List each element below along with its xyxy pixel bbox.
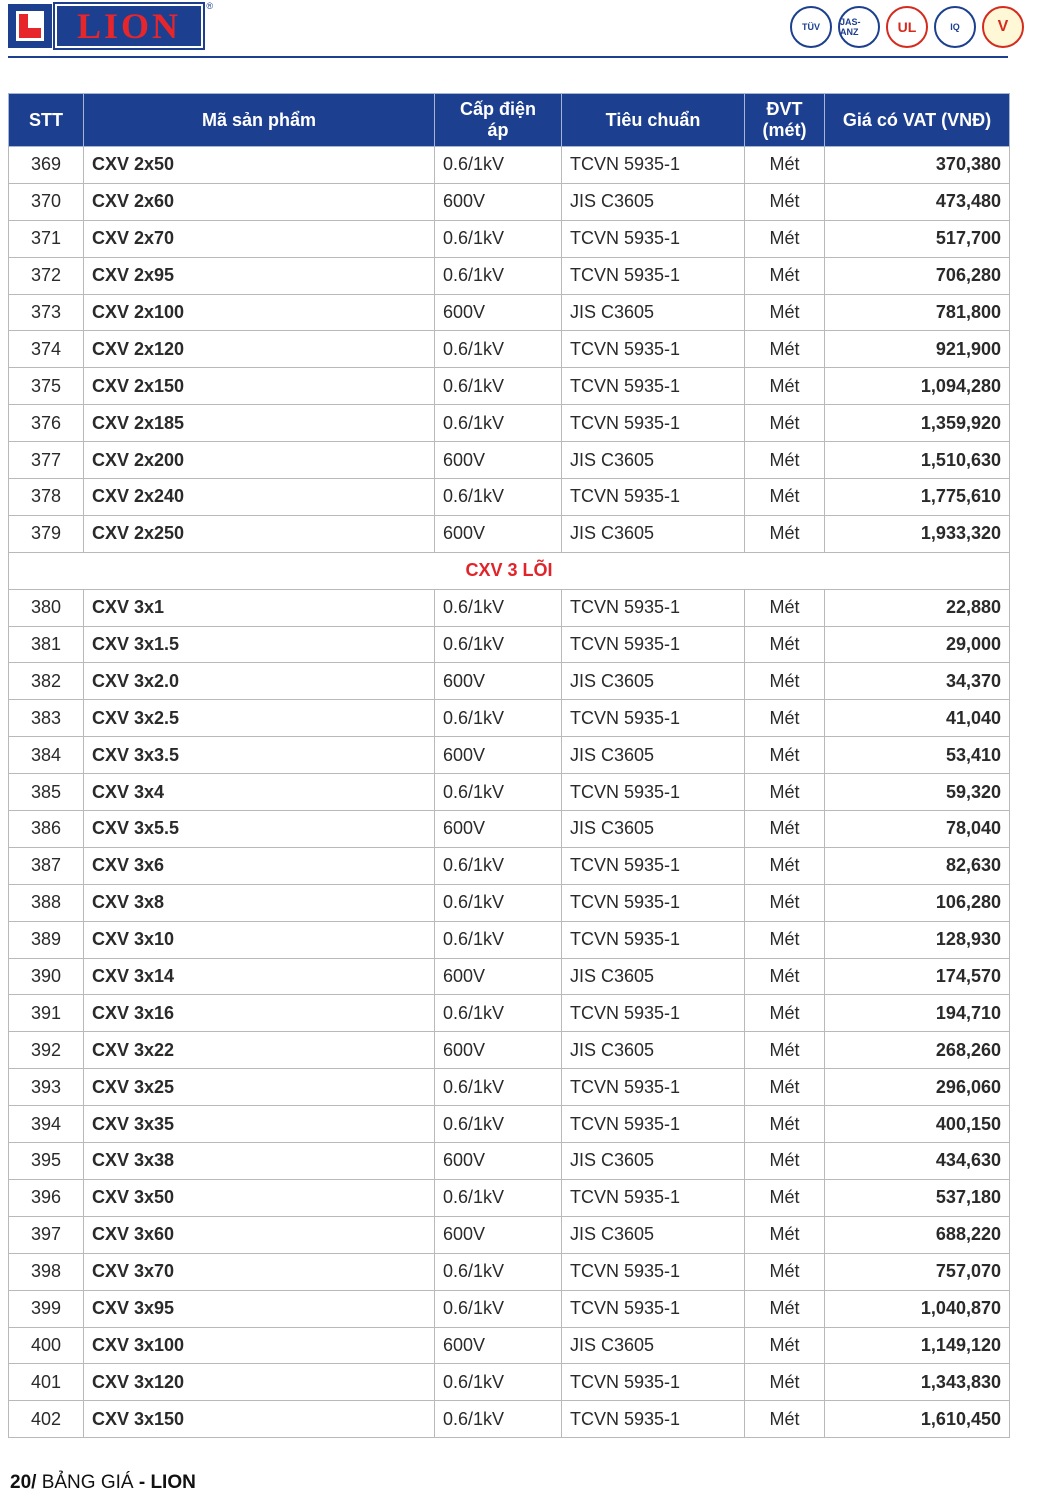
row-unit: Mét [745, 1253, 825, 1290]
row-unit: Mét [745, 220, 825, 257]
row-voltage: 600V [435, 811, 562, 848]
row-product-code: CXV 3x6 [84, 847, 435, 884]
column-header-standard: Tiêu chuẩn [562, 94, 745, 147]
row-unit: Mét [745, 811, 825, 848]
row-product-code: CXV 2x240 [84, 479, 435, 516]
section-title: CXV 3 LÕI [9, 552, 1010, 589]
row-unit: Mét [745, 1290, 825, 1327]
row-product-code: CXV 3x10 [84, 921, 435, 958]
row-unit: Mét [745, 515, 825, 552]
row-unit: Mét [745, 442, 825, 479]
row-standard: TCVN 5935-1 [562, 368, 745, 405]
row-price: 59,320 [825, 774, 1010, 811]
row-unit: Mét [745, 331, 825, 368]
row-stt: 386 [9, 811, 84, 848]
row-standard: TCVN 5935-1 [562, 589, 745, 626]
row-standard: JIS C3605 [562, 811, 745, 848]
row-stt: 384 [9, 737, 84, 774]
row-standard: TCVN 5935-1 [562, 1069, 745, 1106]
row-price: 434,630 [825, 1143, 1010, 1180]
row-price: 921,900 [825, 331, 1010, 368]
row-standard: TCVN 5935-1 [562, 1253, 745, 1290]
row-standard: TCVN 5935-1 [562, 774, 745, 811]
row-price: 1,775,610 [825, 479, 1010, 516]
table-row [9, 626, 1010, 663]
row-product-code: CXV 3x95 [84, 1290, 435, 1327]
row-price: 268,260 [825, 1032, 1010, 1069]
row-stt: 390 [9, 958, 84, 995]
row-stt: 397 [9, 1216, 84, 1253]
row-standard: TCVN 5935-1 [562, 700, 745, 737]
row-unit: Mét [745, 737, 825, 774]
table-row [9, 220, 1010, 257]
row-standard: JIS C3605 [562, 1216, 745, 1253]
certification-badges [790, 6, 1024, 48]
row-price: 370,380 [825, 147, 1010, 184]
row-standard: TCVN 5935-1 [562, 847, 745, 884]
row-stt: 380 [9, 589, 84, 626]
row-unit: Mét [745, 921, 825, 958]
row-product-code: CXV 2x185 [84, 405, 435, 442]
row-unit: Mét [745, 1401, 825, 1438]
row-voltage: 0.6/1kV [435, 1364, 562, 1401]
lion-logo-wordmark: LION [55, 4, 203, 48]
row-stt: 377 [9, 442, 84, 479]
table-body [9, 147, 1010, 1438]
row-unit: Mét [745, 774, 825, 811]
row-product-code: CXV 2x100 [84, 294, 435, 331]
row-unit: Mét [745, 700, 825, 737]
row-product-code: CXV 3x1.5 [84, 626, 435, 663]
row-stt: 376 [9, 405, 84, 442]
column-header-price: Giá có VAT (VNĐ) [825, 94, 1010, 147]
row-standard: JIS C3605 [562, 1143, 745, 1180]
row-unit: Mét [745, 1364, 825, 1401]
row-stt: 378 [9, 479, 84, 516]
table-row [9, 884, 1010, 921]
page-header [0, 0, 1044, 58]
table-row [9, 294, 1010, 331]
column-header-product-code: Mã sản phẩm [84, 94, 435, 147]
row-standard: TCVN 5935-1 [562, 626, 745, 663]
row-stt: 375 [9, 368, 84, 405]
row-standard: TCVN 5935-1 [562, 1290, 745, 1327]
table-row [9, 847, 1010, 884]
row-unit: Mét [745, 1143, 825, 1180]
row-stt: 398 [9, 1253, 84, 1290]
row-product-code: CXV 2x95 [84, 257, 435, 294]
row-unit: Mét [745, 847, 825, 884]
row-standard: TCVN 5935-1 [562, 1106, 745, 1143]
row-standard: TCVN 5935-1 [562, 1401, 745, 1438]
row-product-code: CXV 3x16 [84, 995, 435, 1032]
table-row [9, 479, 1010, 516]
row-unit: Mét [745, 1106, 825, 1143]
row-price: 29,000 [825, 626, 1010, 663]
column-header-stt: STT [9, 94, 84, 147]
registered-mark: ® [206, 1, 213, 11]
row-unit: Mét [745, 958, 825, 995]
row-product-code: CXV 3x2.0 [84, 663, 435, 700]
row-product-code: CXV 2x70 [84, 220, 435, 257]
row-stt: 369 [9, 147, 84, 184]
row-voltage: 600V [435, 515, 562, 552]
row-stt: 402 [9, 1401, 84, 1438]
row-price: 174,570 [825, 958, 1010, 995]
row-unit: Mét [745, 1069, 825, 1106]
row-price: 400,150 [825, 1106, 1010, 1143]
row-unit: Mét [745, 479, 825, 516]
row-product-code: CXV 3x25 [84, 1069, 435, 1106]
row-unit: Mét [745, 1327, 825, 1364]
row-unit: Mét [745, 368, 825, 405]
table-row [9, 331, 1010, 368]
row-voltage: 0.6/1kV [435, 589, 562, 626]
row-unit: Mét [745, 257, 825, 294]
header-divider [8, 56, 1008, 58]
row-product-code: CXV 3x38 [84, 1143, 435, 1180]
row-stt: 381 [9, 626, 84, 663]
row-standard: JIS C3605 [562, 958, 745, 995]
vietnam-quality-cert-icon: V [982, 6, 1024, 48]
row-unit: Mét [745, 663, 825, 700]
tuv-cert-icon: TÜV [790, 6, 832, 48]
row-stt: 400 [9, 1327, 84, 1364]
row-stt: 394 [9, 1106, 84, 1143]
row-unit: Mét [745, 884, 825, 921]
table-row [9, 1069, 1010, 1106]
row-product-code: CXV 3x120 [84, 1364, 435, 1401]
row-product-code: CXV 3x22 [84, 1032, 435, 1069]
row-stt: 371 [9, 220, 84, 257]
row-voltage: 0.6/1kV [435, 331, 562, 368]
row-voltage: 0.6/1kV [435, 257, 562, 294]
table-row [9, 1364, 1010, 1401]
row-product-code: CXV 2x50 [84, 147, 435, 184]
row-standard: TCVN 5935-1 [562, 884, 745, 921]
row-price: 1,610,450 [825, 1401, 1010, 1438]
row-voltage: 600V [435, 1327, 562, 1364]
table-row [9, 1143, 1010, 1180]
row-stt: 372 [9, 257, 84, 294]
row-price: 1,343,830 [825, 1364, 1010, 1401]
row-voltage: 0.6/1kV [435, 479, 562, 516]
row-unit: Mét [745, 147, 825, 184]
table-row [9, 515, 1010, 552]
row-voltage: 600V [435, 1143, 562, 1180]
row-standard: JIS C3605 [562, 1327, 745, 1364]
row-product-code: CXV 2x60 [84, 183, 435, 220]
row-voltage: 0.6/1kV [435, 1401, 562, 1438]
row-standard: TCVN 5935-1 [562, 405, 745, 442]
row-voltage: 0.6/1kV [435, 847, 562, 884]
row-stt: 383 [9, 700, 84, 737]
row-price: 22,880 [825, 589, 1010, 626]
column-header-voltage: Cấp điện áp [435, 94, 562, 147]
table-row [9, 442, 1010, 479]
row-standard: TCVN 5935-1 [562, 921, 745, 958]
table-row [9, 921, 1010, 958]
table-row [9, 183, 1010, 220]
row-voltage: 0.6/1kV [435, 1290, 562, 1327]
row-stt: 395 [9, 1143, 84, 1180]
table-row [9, 1253, 1010, 1290]
row-stt: 396 [9, 1179, 84, 1216]
row-standard: JIS C3605 [562, 737, 745, 774]
row-voltage: 0.6/1kV [435, 884, 562, 921]
row-voltage: 0.6/1kV [435, 1069, 562, 1106]
row-stt: 399 [9, 1290, 84, 1327]
row-voltage: 0.6/1kV [435, 1106, 562, 1143]
table-row [9, 700, 1010, 737]
row-stt: 401 [9, 1364, 84, 1401]
row-standard: JIS C3605 [562, 183, 745, 220]
row-price: 688,220 [825, 1216, 1010, 1253]
row-price: 1,094,280 [825, 368, 1010, 405]
row-voltage: 0.6/1kV [435, 220, 562, 257]
row-unit: Mét [745, 294, 825, 331]
row-voltage: 600V [435, 442, 562, 479]
section-header-row [9, 552, 1010, 589]
row-product-code: CXV 3x3.5 [84, 737, 435, 774]
row-unit: Mét [745, 183, 825, 220]
row-product-code: CXV 3x2.5 [84, 700, 435, 737]
table-row [9, 1216, 1010, 1253]
row-product-code: CXV 2x120 [84, 331, 435, 368]
row-product-code: CXV 3x4 [84, 774, 435, 811]
row-unit: Mét [745, 1032, 825, 1069]
row-voltage: 600V [435, 958, 562, 995]
table-row [9, 589, 1010, 626]
lion-logo-mark-icon [8, 4, 52, 48]
row-stt: 370 [9, 183, 84, 220]
row-product-code: CXV 3x5.5 [84, 811, 435, 848]
row-standard: TCVN 5935-1 [562, 479, 745, 516]
row-standard: TCVN 5935-1 [562, 1364, 745, 1401]
row-price: 78,040 [825, 811, 1010, 848]
row-product-code: CXV 3x1 [84, 589, 435, 626]
row-voltage: 600V [435, 1216, 562, 1253]
row-product-code: CXV 3x100 [84, 1327, 435, 1364]
row-price: 106,280 [825, 884, 1010, 921]
row-price: 1,933,320 [825, 515, 1010, 552]
row-stt: 385 [9, 774, 84, 811]
row-price: 781,800 [825, 294, 1010, 331]
row-voltage: 0.6/1kV [435, 921, 562, 958]
row-price: 1,040,870 [825, 1290, 1010, 1327]
row-stt: 391 [9, 995, 84, 1032]
row-voltage: 600V [435, 294, 562, 331]
table-row [9, 774, 1010, 811]
table-row [9, 368, 1010, 405]
row-price: 194,710 [825, 995, 1010, 1032]
row-stt: 373 [9, 294, 84, 331]
row-stt: 393 [9, 1069, 84, 1106]
row-unit: Mét [745, 626, 825, 663]
row-product-code: CXV 3x70 [84, 1253, 435, 1290]
row-stt: 389 [9, 921, 84, 958]
row-voltage: 0.6/1kV [435, 1179, 562, 1216]
row-standard: TCVN 5935-1 [562, 995, 745, 1032]
row-voltage: 0.6/1kV [435, 147, 562, 184]
page-footer [10, 1472, 196, 1494]
table-row [9, 995, 1010, 1032]
row-price: 517,700 [825, 220, 1010, 257]
table-row [9, 1106, 1010, 1143]
row-product-code: CXV 2x200 [84, 442, 435, 479]
row-product-code: CXV 3x14 [84, 958, 435, 995]
row-stt: 388 [9, 884, 84, 921]
row-standard: TCVN 5935-1 [562, 331, 745, 368]
row-price: 473,480 [825, 183, 1010, 220]
table-row [9, 1032, 1010, 1069]
row-price: 34,370 [825, 663, 1010, 700]
row-voltage: 600V [435, 663, 562, 700]
table-row [9, 1401, 1010, 1438]
row-product-code: CXV 3x35 [84, 1106, 435, 1143]
table-row [9, 1290, 1010, 1327]
lion-logo [8, 1, 213, 48]
ul-cert-icon: UL [886, 6, 928, 48]
table-row [9, 663, 1010, 700]
table-row [9, 737, 1010, 774]
row-stt: 374 [9, 331, 84, 368]
row-price: 53,410 [825, 737, 1010, 774]
row-voltage: 0.6/1kV [435, 405, 562, 442]
row-stt: 387 [9, 847, 84, 884]
table-row [9, 1179, 1010, 1216]
row-voltage: 0.6/1kV [435, 368, 562, 405]
row-price: 128,930 [825, 921, 1010, 958]
table-row [9, 257, 1010, 294]
row-standard: JIS C3605 [562, 663, 745, 700]
row-voltage: 0.6/1kV [435, 995, 562, 1032]
row-product-code: CXV 3x50 [84, 1179, 435, 1216]
row-voltage: 600V [435, 183, 562, 220]
row-standard: TCVN 5935-1 [562, 147, 745, 184]
row-stt: 379 [9, 515, 84, 552]
row-stt: 382 [9, 663, 84, 700]
row-product-code: CXV 3x150 [84, 1401, 435, 1438]
row-voltage: 0.6/1kV [435, 626, 562, 663]
row-voltage: 600V [435, 737, 562, 774]
row-standard: JIS C3605 [562, 515, 745, 552]
row-product-code: CXV 2x150 [84, 368, 435, 405]
row-standard: JIS C3605 [562, 1032, 745, 1069]
footer-brand: LION [150, 1472, 196, 1493]
page-number: 20/ [10, 1472, 37, 1493]
row-price: 706,280 [825, 257, 1010, 294]
row-price: 1,149,120 [825, 1327, 1010, 1364]
table-row [9, 958, 1010, 995]
table-row [9, 405, 1010, 442]
row-voltage: 0.6/1kV [435, 700, 562, 737]
iq-cert-icon: IQ [934, 6, 976, 48]
table-row [9, 1327, 1010, 1364]
row-product-code: CXV 3x8 [84, 884, 435, 921]
row-standard: TCVN 5935-1 [562, 1179, 745, 1216]
table-row [9, 811, 1010, 848]
row-unit: Mét [745, 1179, 825, 1216]
row-price: 82,630 [825, 847, 1010, 884]
jas-anz-cert-icon: JAS-ANZ [838, 6, 880, 48]
row-stt: 392 [9, 1032, 84, 1069]
price-table [8, 93, 1010, 1438]
row-unit: Mét [745, 589, 825, 626]
row-standard: TCVN 5935-1 [562, 220, 745, 257]
row-standard: TCVN 5935-1 [562, 257, 745, 294]
row-voltage: 600V [435, 1032, 562, 1069]
row-unit: Mét [745, 1216, 825, 1253]
row-voltage: 0.6/1kV [435, 774, 562, 811]
row-standard: JIS C3605 [562, 442, 745, 479]
row-price: 757,070 [825, 1253, 1010, 1290]
row-price: 1,359,920 [825, 405, 1010, 442]
row-price: 41,040 [825, 700, 1010, 737]
row-unit: Mét [745, 995, 825, 1032]
row-standard: JIS C3605 [562, 294, 745, 331]
table-header-row [9, 94, 1010, 147]
column-header-unit: ĐVT (mét) [745, 94, 825, 147]
row-price: 296,060 [825, 1069, 1010, 1106]
table-row [9, 147, 1010, 184]
row-price: 1,510,630 [825, 442, 1010, 479]
row-product-code: CXV 3x60 [84, 1216, 435, 1253]
footer-title: BẢNG GIÁ [41, 1472, 134, 1493]
row-unit: Mét [745, 405, 825, 442]
row-voltage: 0.6/1kV [435, 1253, 562, 1290]
row-product-code: CXV 2x250 [84, 515, 435, 552]
footer-separator: - [138, 1472, 146, 1493]
row-price: 537,180 [825, 1179, 1010, 1216]
